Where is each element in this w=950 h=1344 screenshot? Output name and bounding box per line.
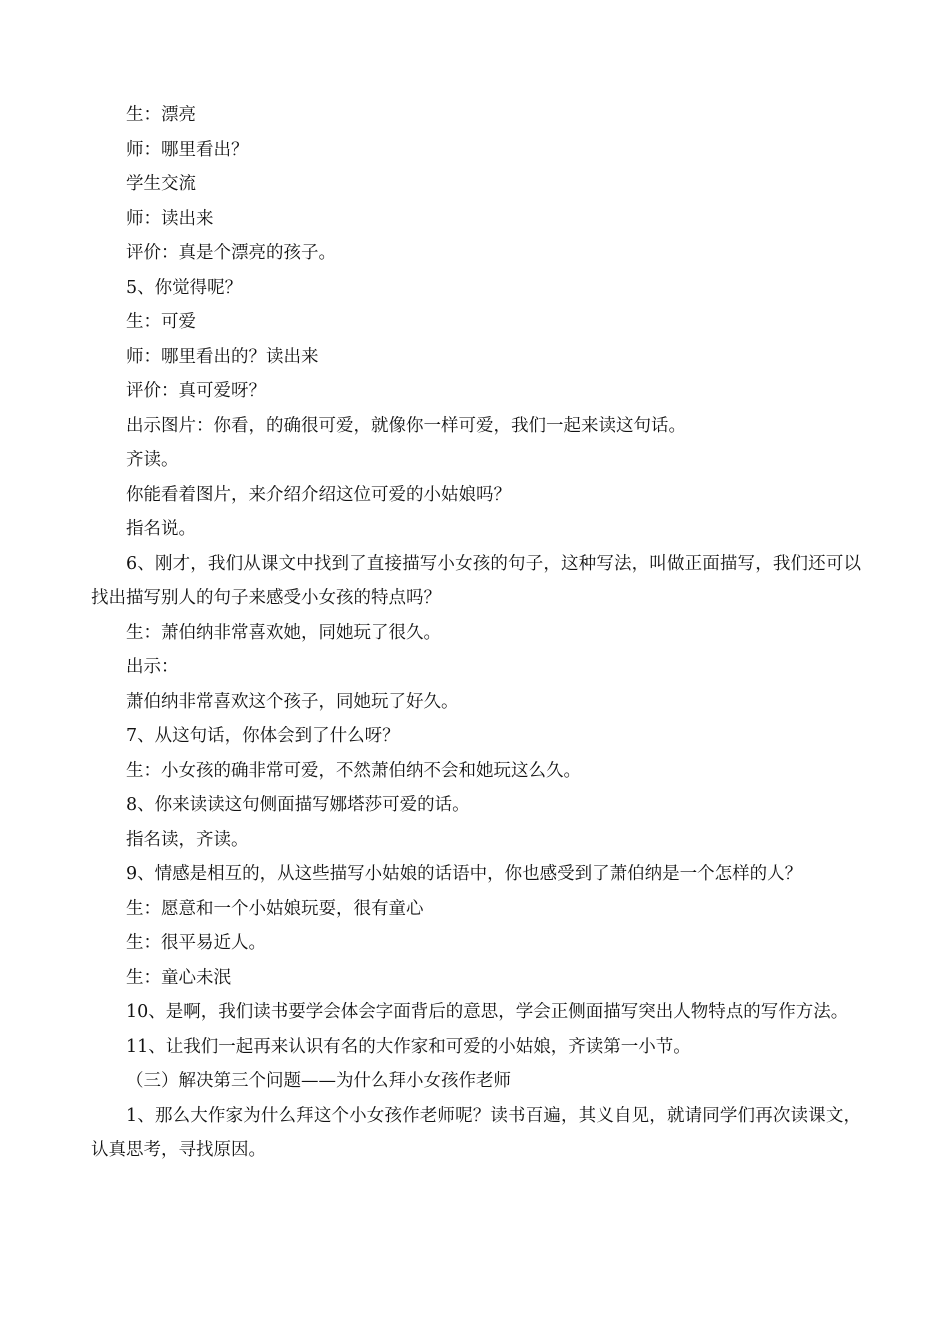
paragraph: 5、你觉得呢？ — [126, 277, 243, 298]
document-body — [91, 98, 861, 1168]
paragraph: 师：读出来 — [126, 208, 214, 229]
paragraph: 学生交流 — [126, 174, 196, 194]
paragraph: 指名读，齐读。 — [126, 829, 249, 850]
paragraph: 11、让我们一起再来认识有名的大作家和可爱的小姑娘，齐读第一小节。 — [126, 1036, 691, 1057]
paragraph: 出示： — [126, 657, 179, 677]
paragraph: 7、从这句话，你体会到了什么呀？ — [126, 726, 400, 746]
paragraph: 10、是啊，我们读书要学会体会字面背后的意思，学会正侧面描写突出人物特点的写作方法。 — [126, 1002, 849, 1022]
paragraph: 生：可爱 — [126, 312, 196, 332]
paragraph: 指名说。 — [126, 519, 196, 539]
paragraph: 生：漂亮 — [126, 105, 196, 125]
paragraph: 评价：真可爱呀？ — [126, 381, 266, 401]
paragraph: 6、刚才，我们从课文中找到了直接描写小女孩的句子，这种写法，叫做正面描写，我们还可以找出描写别人的句子来感受小女孩的特点吗？ — [91, 553, 861, 608]
paragraph: 出示图片：你看，的确很可爱，就像你一样可爱，我们一起来读这句话。 — [126, 415, 686, 436]
paragraph: 1、那么大作家为什么拜这个小女孩作老师呢？读书百遍，其义自见，就请同学们再次读课文，认真思考，寻找原因。 — [91, 1105, 861, 1160]
paragraph: 生：萧伯纳非常喜欢她，同她玩了很久。 — [126, 622, 441, 643]
paragraph: 生：愿意和一个小姑娘玩耍，很有童心 — [126, 898, 424, 919]
paragraph: 师：哪里看出的？读出来 — [126, 346, 319, 367]
paragraph: 萧伯纳非常喜欢这个孩子，同她玩了好久。 — [126, 691, 459, 712]
section-heading: （三）解决第三个问题——为什么拜小女孩作老师 — [126, 1071, 511, 1091]
paragraph: 评价：真是个漂亮的孩子。 — [126, 243, 336, 263]
paragraph: 师：哪里看出？ — [126, 139, 249, 160]
paragraph: 生：很平易近人。 — [126, 933, 266, 953]
paragraph: 8、你来读读这句侧面描写娜塔莎可爱的话。 — [126, 795, 470, 815]
paragraph: 你能看着图片，来介绍介绍这位可爱的小姑娘吗？ — [126, 484, 511, 505]
paragraph: 生：童心未泯 — [126, 967, 231, 988]
paragraph: 生：小女孩的确非常可爱，不然萧伯纳不会和她玩这么久。 — [126, 760, 581, 781]
paragraph: 9、情感是相互的，从这些描写小姑娘的话语中，你也感受到了萧伯纳是一个怎样的人？ — [126, 864, 803, 884]
paragraph: 齐读。 — [126, 450, 179, 470]
